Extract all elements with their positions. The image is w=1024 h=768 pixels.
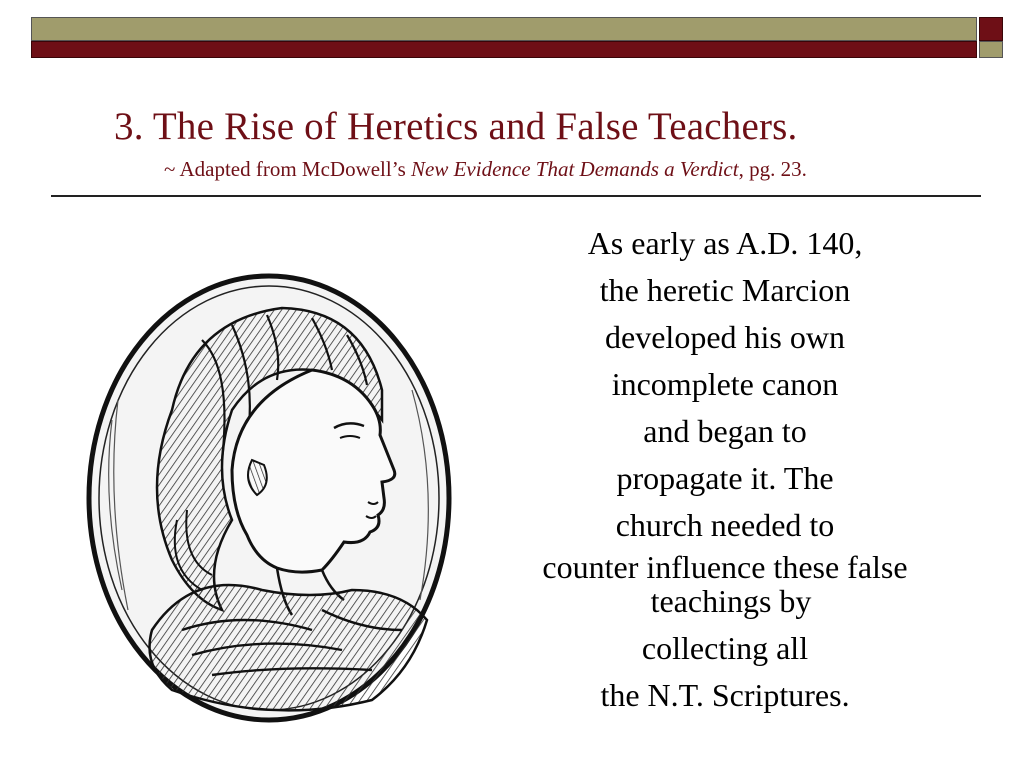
title-divider [51,195,981,197]
slide-body-text [490,220,960,719]
slide-subtitle [164,157,807,182]
header-bar-olive [31,17,977,41]
body-line-7: church needed to [615,507,835,543]
body-line-5: and began to [643,413,807,449]
header-square-olive [979,41,1003,58]
body-line-1: As early as A.D. 140, [587,225,863,261]
body-line-10: collecting all [641,630,809,666]
subtitle-suffix: , pg. 23. [738,157,807,181]
header-square-red [979,17,1003,41]
body-line-11: the N.T. Scriptures. [600,677,850,713]
body-line-2: the heretic Marcion [599,272,851,308]
subtitle-prefix: ~ Adapted from McDowell’s [164,157,411,181]
slide-title: 3. The Rise of Heretics and False Teachers. [114,105,798,148]
body-line-3: developed his own [605,319,845,355]
subtitle-book-title: New Evidence That Demands a Verdict [411,157,739,181]
body-line-9: teachings by [650,583,812,619]
body-line-8: counter influence these false [542,549,908,585]
header-bar-red [31,41,977,58]
body-line-4: incomplete canon [611,366,839,402]
body-line-6: propagate it. The [616,460,834,496]
portrait-medallion-image [82,270,457,725]
